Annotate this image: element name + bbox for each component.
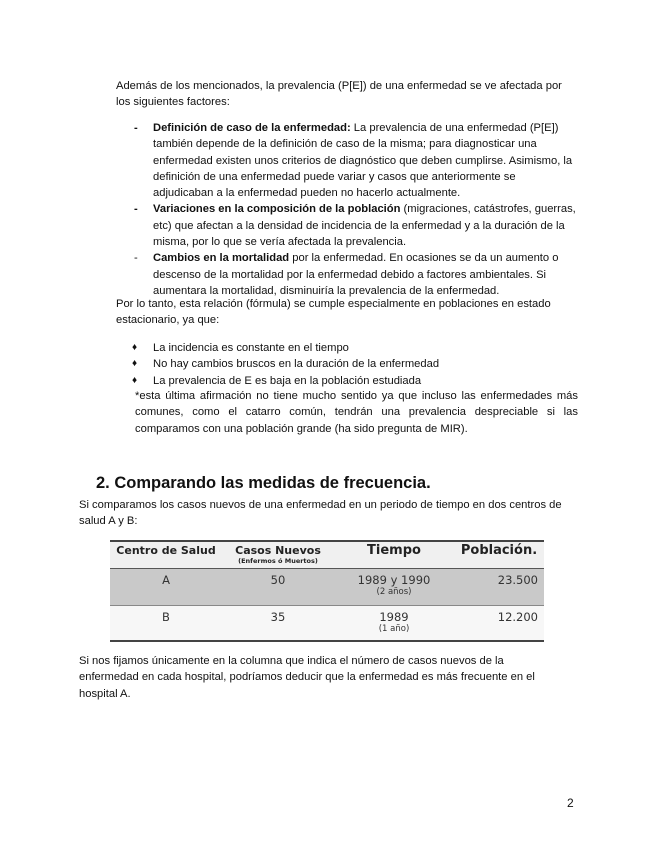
conditions-list xyxy=(132,340,578,389)
factor-text: por la enfermedad. En ocasiones se da un aumento o descenso de la mortalidad por la enfermedad debido a factores ambientales. Si aumentara la mortalidad, disminuiría la prevalencia de la enfermedad. xyxy=(153,252,559,297)
factor-text: La prevalencia de una enfermedad (P[E]) también depende de la definición de caso de la misma; para diagnosticar una enfermedad existen unos criterios de diagnóstico que deben cumplirse. Asimismo, la definición de una enfermedad puede variar y casos que anteriormente se adjudicaban a la enfermedad pueden no hacerlo actualmente. xyxy=(153,122,573,200)
conclusion-paragraph: Por lo tanto, esta relación (fórmula) se cumple especialmente en poblaciones en estado estacionario, ya que: xyxy=(116,298,551,327)
health-centers-table xyxy=(110,540,544,642)
cell-casos: 50 xyxy=(222,569,334,606)
table-row xyxy=(110,569,544,606)
factor-title: Variaciones en la composición de la población xyxy=(153,203,401,216)
section-heading: 2. Comparando las medidas de frecuencia. xyxy=(96,474,431,492)
cell-tiempo: 1989 y 1990 (2 años) xyxy=(334,569,454,606)
cell-centro: B xyxy=(110,606,222,642)
diamond-bullet-icon: ♦ xyxy=(132,358,138,370)
factor-title: Definición de caso de la enfermedad: xyxy=(153,122,351,134)
diamond-bullet-icon: ♦ xyxy=(132,342,138,353)
factors-list xyxy=(116,120,578,299)
table-row xyxy=(110,606,544,642)
intro-paragraph: Además de los mencionados, la prevalencia (P[E]) de una enfermedad se ve afectada por los siguientes factores: xyxy=(116,80,562,109)
header-poblacion: Población. xyxy=(454,541,544,569)
list-item: ♦ La prevalencia de E es baja en la población estudiada xyxy=(132,373,578,389)
table-conclusion-paragraph: Si nos fijamos únicamente en la columna que indica el número de casos nuevos de la enfermedad en cada hospital, podríamos deducir que la enfermedad es más frecuente en el hospital A. xyxy=(79,655,535,700)
list-marker: - xyxy=(134,203,138,216)
cell-casos: 35 xyxy=(222,606,334,642)
list-item xyxy=(116,120,578,201)
page-number: 2 xyxy=(567,796,574,810)
diamond-bullet-icon: ♦ xyxy=(132,374,138,386)
header-tiempo: Tiempo xyxy=(334,541,454,569)
cell-poblacion: 12.200 xyxy=(454,606,544,642)
list-item xyxy=(116,201,578,250)
factor-title: Cambios en la mortalidad xyxy=(153,252,290,265)
footnote-text: *esta última afirmación no tiene mucho sentido ya que incluso las enfermedades más comunes, como el catarro común, tendrán una prevalencia despreciable si las comparamos con una población grande (ha sido pregunta de MIR). xyxy=(135,390,578,435)
header-centro: Centro de Salud xyxy=(110,541,222,569)
factor-text: (migraciones, catástrofes, guerras, etc) que afectan a la densidad de incidencia de la enfermedad y a la duración de la misma, por lo que se vería afectada la prevalencia. xyxy=(153,203,576,249)
list-item: ♦ La incidencia es constante en el tiempo xyxy=(132,340,578,356)
table-header-row xyxy=(110,541,544,569)
table-intro-paragraph: Si comparamos los casos nuevos de una enfermedad en un periodo de tiempo en dos centros de salud A y B: xyxy=(79,499,562,528)
header-casos-subtitle: (Enfermos ó Muertos) xyxy=(238,557,318,565)
cell-poblacion: 23.500 xyxy=(454,569,544,606)
cell-centro: A xyxy=(110,569,222,606)
header-casos: Casos Nuevos (Enfermos ó Muertos) xyxy=(222,541,334,569)
cell-tiempo: 1989 (1 año) xyxy=(334,606,454,642)
list-marker: - xyxy=(134,122,138,134)
list-marker: - xyxy=(134,252,138,265)
list-item: ♦ No hay cambios bruscos en la duración de la enfermedad xyxy=(132,356,578,372)
list-item xyxy=(116,250,578,299)
